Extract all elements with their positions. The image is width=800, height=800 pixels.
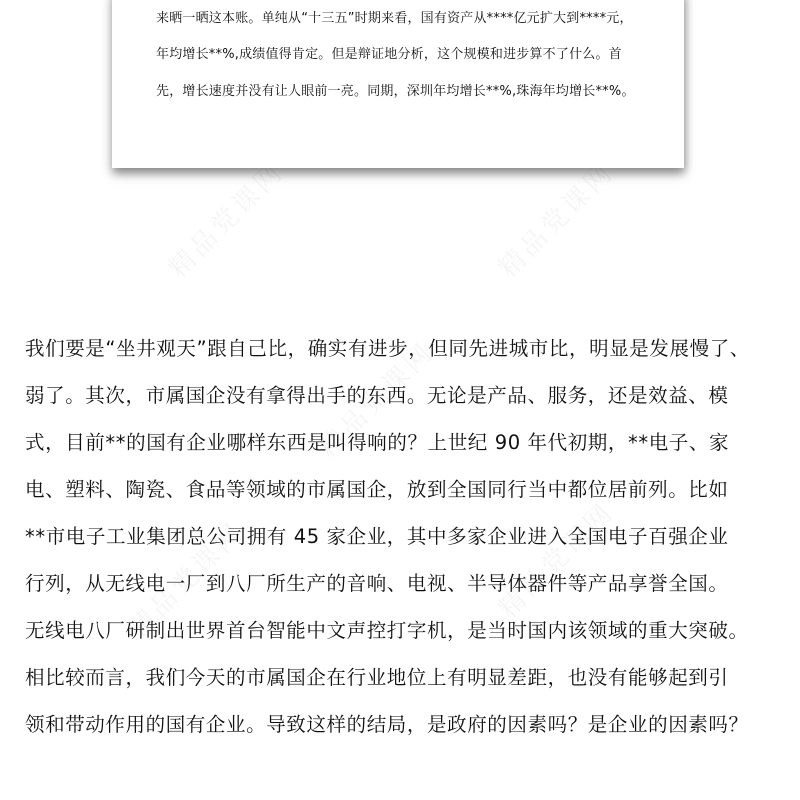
watermark	[489, 152, 621, 284]
body-line: 无线电八厂研制出世界首台智能中文声控打字机，是当时国内该领域的重大突破。	[25, 619, 749, 642]
body-line: 式，目前**的国有企业哪样东西是叫得响的？上世纪 90 年代初期，**电子、家	[25, 431, 730, 454]
body-line: 行列，从无线电一厂到八厂所生产的音响、电视、半导体器件等产品享誉全国。	[25, 572, 729, 595]
body-line: 弱了。其次，市属国企没有拿得出手的东西。无论是产品、服务，还是效益、模	[25, 384, 729, 407]
card-line: 来晒一晒这本账。单纯从“十三五”时期来看，国有资产从****亿元扩大到****元，	[156, 11, 633, 26]
body-line: 领和带动作用的国有企业。导致这样的结局，是政府的因素吗？是企业的因素吗？	[25, 713, 749, 736]
watermark	[489, 492, 621, 624]
body-line: 我们要是“坐井观天”跟自己比，确实有进步，但同先进城市比，明显是发展慢了、	[25, 337, 750, 360]
body-line: 相比较而言，我们今天的市属国企在行业地位上有明显差距，也没有能够起到引	[25, 666, 729, 689]
document-excerpt-card	[112, 0, 684, 168]
card-line: 年均增长**%,成绩值得肯定。但是辩证地分析，这个规模和进步算不了什么。首	[156, 47, 622, 62]
watermark	[159, 152, 291, 284]
body-line: 电、塑料、陶瓷、食品等领域的市属国企，放到全国同行当中都位居前列。比如	[25, 478, 729, 501]
body-line: **市电子工业集团总公司拥有 45 家企业，其中多家企业进入全国电子百强企业	[25, 525, 729, 548]
card-line: 先，增长速度并没有让人眼前一亮。同期，深圳年均增长**%,珠海年均增长**%。	[156, 84, 635, 99]
